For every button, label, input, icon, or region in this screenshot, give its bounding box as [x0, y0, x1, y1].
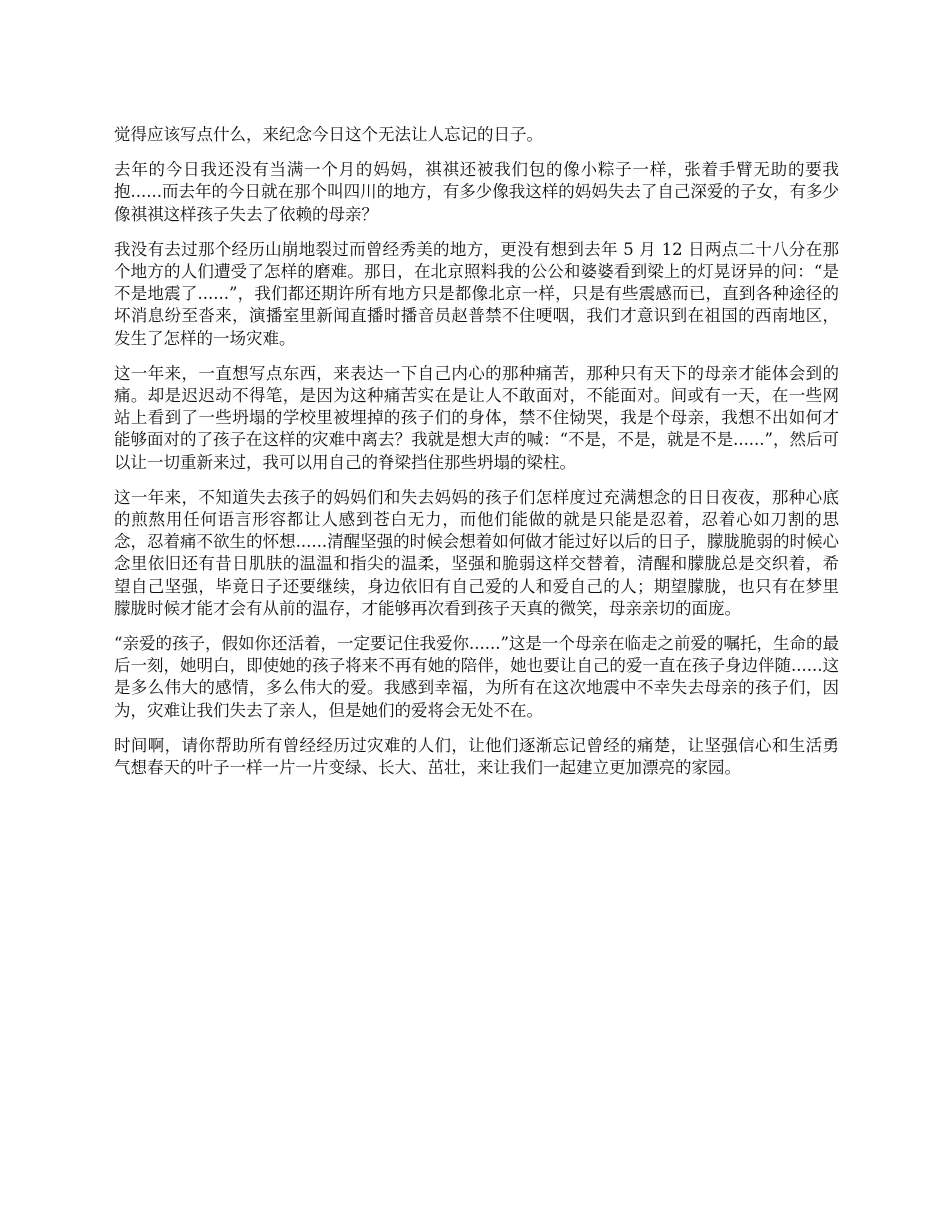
paragraph-3: 我没有去过那个经历山崩地裂过而曾经秀美的地方，更没有想到去年 5 月 12 日两点二十八分在那个地方的人们遭受了怎样的磨难。那日，在北京照料我的公公和婆婆看到梁上的灯晃讶异的问：“是不是地震了......”，我们都还期许所有地方只是都像北京一样，只是有些震感而已，直到各种途径的坏消息纷至沓来，演播室里新闻直播时播音员赵普禁不住哽咽，我们才意识到在祖国的西南地区，发生了怎样的一场灾难。	[114, 239, 839, 348]
paragraph-4: 这一年来，一直想写点东西，来表达一下自己内心的那种痛苦，那种只有天下的母亲才能体会到的痛。却是迟迟动不得笔，是因为这种痛苦实在是让人不敢面对，不能面对。间或有一天，在一些网站上看到了一些坍塌的学校里被埋掉的孩子们的身体，禁不住恸哭，我是个母亲，我想不出如何才能够面对的了孩子在这样的灾难中离去？我就是想大声的喊：“不是，不是，就是不是......”，然后可以让一切重新来过，我可以用自己的脊梁挡住那些坍塌的梁柱。	[114, 363, 839, 472]
paragraph-7: 时间啊，请你帮助所有曾经经历过灾难的人们，让他们逐渐忘记曾经的痛楚，让坚强信心和生活勇气想春天的叶子一样一片一片变绿、长大、茁壮，来让我们一起建立更加漂亮的家园。	[114, 735, 839, 778]
paragraph-5: 这一年来，不知道失去孩子的妈妈们和失去妈妈的孩子们怎样度过充满想念的日日夜夜，那种心底的煎熬用任何语言形容都让人感到苍白无力，而他们能做的就是只能是忍着，忍着心如刀割的思念，忍着痛不欲生的怀想......清醒坚强的时候会想着如何做才能过好以后的日子，朦胧脆弱的时候心念里依旧还有昔日肌肤的温温和指尖的温柔，坚强和脆弱这样交替着，清醒和朦胧总是交织着，希望自己坚强，毕竟日子还要继续，身边依旧有自己爱的人和爱自己的人；期望朦胧，也只有在梦里朦胧时候才能才会有从前的温存，才能够再次看到孩子天真的微笑，母亲亲切的面庞。	[114, 487, 839, 618]
document-page	[114, 124, 839, 792]
paragraph-2: 去年的今日我还没有当满一个月的妈妈，祺祺还被我们包的像小粽子一样，张着手臂无助的要我抱......而去年的今日就在那个叫四川的地方，有多少像我这样的妈妈失去了自己深爱的子女，有多少像祺祺这样孩子失去了依赖的母亲？	[114, 160, 839, 224]
paragraph-6: “亲爱的孩子，假如你还活着，一定要记住我爱你......”这是一个母亲在临走之前爱的嘱托，生命的最后一刻，她明白，即使她的孩子将来不再有她的陪伴，她也要让自己的爱一直在孩子身边伴随......这是多么伟大的感情，多么伟大的爱。我感到幸福，为所有在这次地震中不幸失去母亲的孩子们，因为，灾难让我们失去了亲人，但是她们的爱将会无处不在。	[114, 634, 839, 720]
paragraph-1: 觉得应该写点什么，来纪念今日这个无法让人忘记的日子。	[114, 125, 543, 144]
